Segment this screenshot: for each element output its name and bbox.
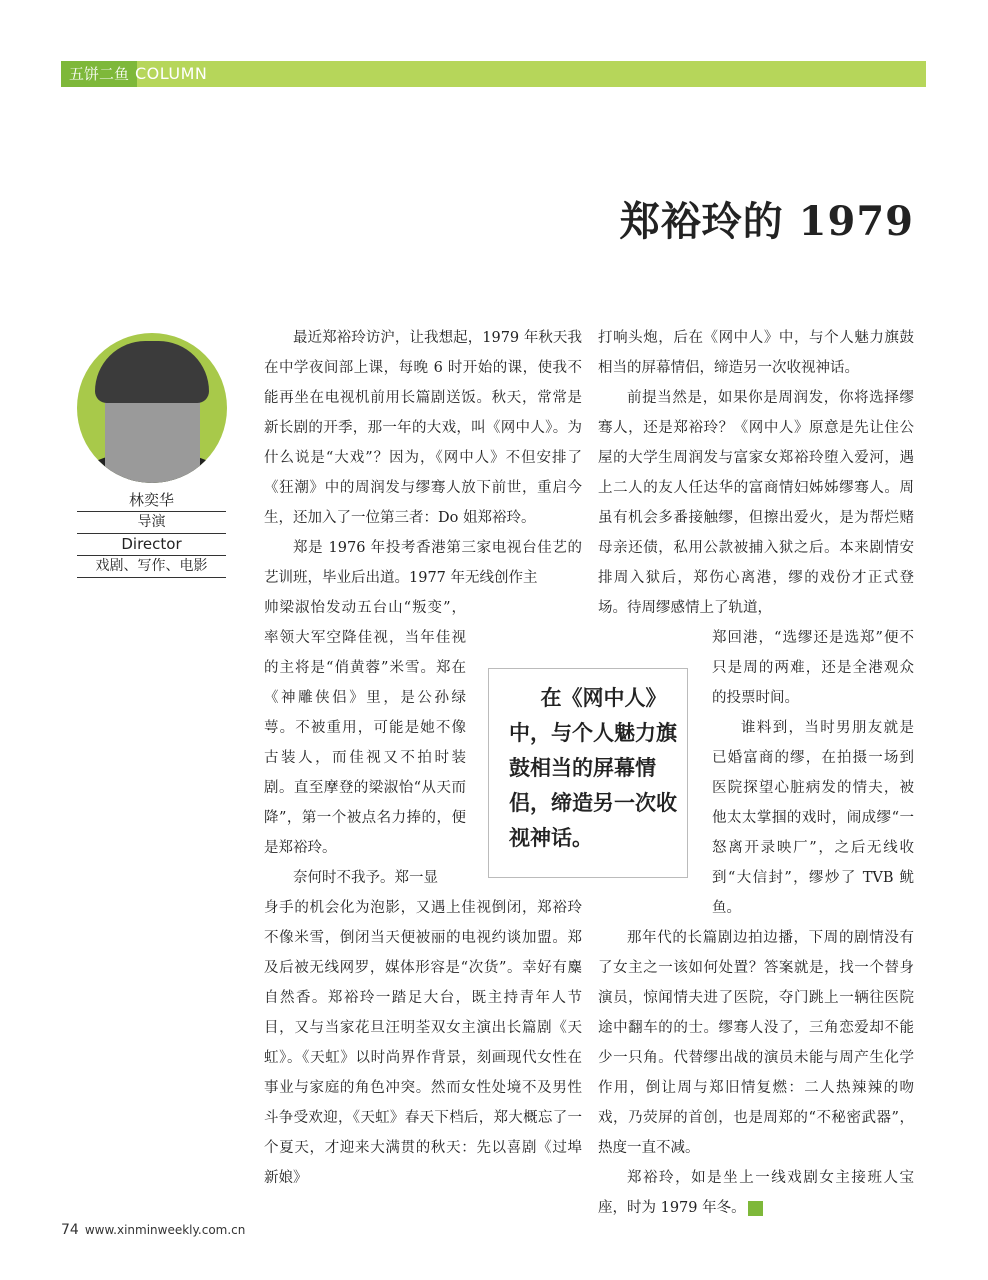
paragraph: 那年代的长篇剧边拍边播，下周的剧情没有了女主之一该如何处置？答案就是，找一个替身演员，惊闻情夫进了医院，夺门跳上一辆往医院途中翻车的的士。缪骞人没了，三角恋爱却不能少一只角。代替缪出战的演员未能与周产生化学作用，倒让周与郑旧情复燃：二人热辣辣的吻戏，乃荧屏的首创，也是周郑的“不秘密武器”，热度一直不减。: [598, 930, 914, 1156]
paragraph: 郑是 1976 年投考香港第三家电视台佳艺的艺训班，毕业后出道。1977 年无线创作主: [264, 540, 582, 586]
paragraph-narrow: 帅梁淑怡发动五台山“叛变”，率领大军空降佳视，当年佳视的主将是“俏黄蓉”米雪。郑在《神雕侠侣》里，是公孙绿萼。不被重用，可能是她不像古装人，而佳视又不拍时装剧。直至摩登的梁淑怡“从天而降”，第一个被点名力捧的，便是郑裕玲。: [264, 600, 466, 856]
paragraph-text: 郑裕玲，如是坐上一线戏剧女主接班人宝座，时为 1979 年冬。: [598, 1170, 914, 1216]
column-label: COLUMN: [135, 64, 208, 83]
author-name: 林奕华: [77, 490, 226, 512]
paragraph: 前提当然是，如果你是周润发，你将选择缪骞人，还是郑裕玲？《网中人》原意是先让住公屋的大学生周润发与富家女郑裕玲堕入爱河，遇上二人的友人任达华的富商情妇姊姊缪骞人。周虽有机会多番接触缪，但擦出爱火，是为帮烂赌母亲还债，私用公款被捕入狱之后。本来剧情安排周入狱后，郑伤心离港，缪的戏份才正式登场。待周缪感情上了轨道，: [598, 390, 914, 616]
paragraph-narrow: 郑回港，“选缪还是选郑”便不只是周的两难，还是全港观众的投票时间。: [712, 630, 914, 706]
author-photo: [77, 333, 227, 483]
site-url: www.xinminweekly.com.cn: [84, 1223, 246, 1237]
paragraph-narrow: 谁料到，当时男朋友就是已婚富商的缪，在拍摄一场到医院探望心脏病发的情夫，被他太太掌掴的戏时，闹成缪“一怒离开录映厂”，之后无线收到“大信封”，缪炒了 TVB 鱿鱼。: [712, 720, 914, 916]
pull-quote: [488, 668, 688, 878]
paragraph: 身手的机会化为泡影，又遇上佳视倒闭，郑裕玲不像米雪，倒闭当天便被丽的电视约谈加盟。郑及后被无线网罗，媒体形容是“次货”。幸好有麋自然香。郑裕玲一踏足大台，既主持青年人节目，又与当家花旦汪明荃双女主演出长篇剧《天虹》。《天虹》以时尚界作背景，刻画现代女性在事业与家庭的角色冲突。然而女性处境不及男性斗争受欢迎，《天虹》春天下档后，郑大概忘了一个夏天，才迎来大满贯的秋天：先以喜剧《过埠新娘》: [264, 900, 582, 1186]
pull-quote-text: 在《网中人》中，与个人魅力旗鼓相当的屏幕情侣，缔造另一次收视神话。: [509, 686, 677, 850]
article-title: 郑裕玲的 1979: [619, 198, 914, 245]
author-info: [77, 490, 226, 578]
author-role-en: Director: [77, 534, 226, 556]
column-header-bar: [61, 61, 926, 87]
page-number: 74: [61, 1222, 79, 1238]
paragraph-last: [598, 1163, 914, 1223]
paragraph: 打响头炮，后在《网中人》中，与个人魅力旗鼓相当的屏幕情侣，缔造另一次收视神话。: [598, 330, 914, 376]
end-mark-icon: [748, 1201, 763, 1216]
author-fields: 戏剧、写作、电影: [77, 556, 226, 578]
author-role: 导演: [77, 512, 226, 534]
paragraph: 最近郑裕玲访沪，让我想起，1979 年秋天我在中学夜间部上课，每晚 6 时开始的课，使我不能再坐在电视机前用长篇剧送饭。秋天，常常是新长剧的开季，那一年的大戏，叫《网中人》。为什么说是“大戏”？因为，《网中人》不但安排了《狂潮》中的周润发与缪骞人放下前世，重启今生，还加入了一位第三者：Do 姐郑裕玲。: [264, 330, 582, 526]
column-tag: 五饼二鱼: [61, 61, 137, 87]
paragraph-narrow: 奈何时不我予。郑一显: [293, 870, 438, 886]
photo-hat: [95, 341, 209, 403]
page-footer: [61, 1222, 245, 1238]
